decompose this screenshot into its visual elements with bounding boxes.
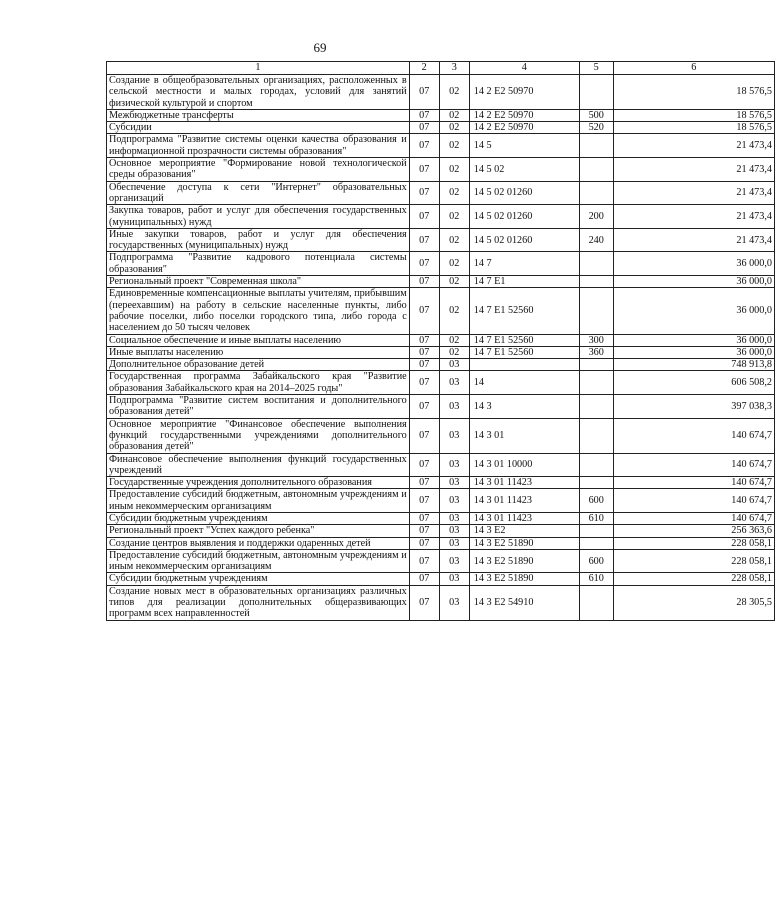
table-row: [107, 573, 775, 585]
row-target-code-cell: 14 3 01: [469, 418, 579, 453]
row-section-cell: 07: [409, 371, 439, 395]
row-section-cell: 07: [409, 252, 439, 276]
header-cell-3: 3: [439, 62, 469, 75]
row-section-cell: 07: [409, 585, 439, 620]
row-target-code-cell: 14 3 E2 51890: [469, 549, 579, 573]
table-row: [107, 512, 775, 524]
table-row: [107, 395, 775, 419]
row-amount-cell: 21 473,4: [613, 134, 774, 158]
row-section-cell: 07: [409, 276, 439, 288]
table-row: [107, 75, 775, 110]
row-subsection-cell: 02: [439, 252, 469, 276]
row-target-code-cell: 14 3 E2: [469, 525, 579, 537]
table-row: [107, 109, 775, 121]
row-name-cell: Основное мероприятие "Финансовое обеспечение выполнения функций государственными учреждениями дополнительного образования детей": [107, 418, 410, 453]
budget-table: [106, 61, 775, 621]
row-section-cell: 07: [409, 181, 439, 205]
row-name-cell: Финансовое обеспечение выполнения функций государственных учреждений: [107, 453, 410, 477]
row-section-cell: 07: [409, 288, 439, 334]
row-expense-type-cell: 610: [579, 512, 613, 524]
row-target-code-cell: 14: [469, 371, 579, 395]
row-section-cell: 07: [409, 346, 439, 358]
row-subsection-cell: 02: [439, 75, 469, 110]
row-subsection-cell: 02: [439, 158, 469, 182]
row-target-code-cell: 14 5 02: [469, 158, 579, 182]
row-name-cell: Единовременные компенсационные выплаты учителям, прибывшим (переехавшим) на работу в сельские населенные пункты, либо рабочие поселки, либо поселки городского типа, либо города с населением до 50 тысяч человек: [107, 288, 410, 334]
row-expense-type-cell: [579, 134, 613, 158]
row-target-code-cell: 14 5: [469, 134, 579, 158]
row-expense-type-cell: 500: [579, 109, 613, 121]
table-row: [107, 585, 775, 620]
row-amount-cell: 397 038,3: [613, 395, 774, 419]
row-target-code-cell: 14 7 E1 52560: [469, 288, 579, 334]
table-row: [107, 205, 775, 229]
row-section-cell: 07: [409, 489, 439, 513]
row-subsection-cell: 03: [439, 418, 469, 453]
table-row: [107, 525, 775, 537]
header-cell-2: 2: [409, 62, 439, 75]
row-amount-cell: 21 473,4: [613, 228, 774, 252]
row-amount-cell: 36 000,0: [613, 288, 774, 334]
table-row: [107, 489, 775, 513]
row-section-cell: 07: [409, 537, 439, 549]
row-amount-cell: 21 473,4: [613, 158, 774, 182]
row-amount-cell: 36 000,0: [613, 276, 774, 288]
row-subsection-cell: 03: [439, 477, 469, 489]
row-amount-cell: 256 363,6: [613, 525, 774, 537]
row-expense-type-cell: [579, 371, 613, 395]
row-section-cell: 07: [409, 395, 439, 419]
row-target-code-cell: 14 7 E1 52560: [469, 346, 579, 358]
row-amount-cell: 28 305,5: [613, 585, 774, 620]
row-amount-cell: 606 508,2: [613, 371, 774, 395]
row-target-code-cell: 14 5 02 01260: [469, 181, 579, 205]
row-subsection-cell: 03: [439, 371, 469, 395]
row-amount-cell: 36 000,0: [613, 334, 774, 346]
row-subsection-cell: 02: [439, 134, 469, 158]
row-expense-type-cell: 360: [579, 346, 613, 358]
row-amount-cell: 140 674,7: [613, 477, 774, 489]
row-expense-type-cell: 240: [579, 228, 613, 252]
table-row: [107, 334, 775, 346]
row-expense-type-cell: [579, 477, 613, 489]
row-expense-type-cell: 520: [579, 122, 613, 134]
row-section-cell: 07: [409, 573, 439, 585]
table-row: [107, 359, 775, 371]
row-target-code-cell: 14 3 E2 51890: [469, 537, 579, 549]
row-section-cell: 07: [409, 205, 439, 229]
row-section-cell: 07: [409, 549, 439, 573]
row-section-cell: 07: [409, 109, 439, 121]
row-amount-cell: 228 058,1: [613, 537, 774, 549]
table-row: [107, 122, 775, 134]
row-section-cell: 07: [409, 75, 439, 110]
table-row: [107, 537, 775, 549]
table-row: [107, 549, 775, 573]
row-target-code-cell: 14 3: [469, 395, 579, 419]
row-expense-type-cell: [579, 585, 613, 620]
header-cell-1: 1: [107, 62, 410, 75]
row-target-code-cell: 14 2 E2 50970: [469, 109, 579, 121]
page-number: 69: [313, 40, 327, 55]
row-subsection-cell: 03: [439, 585, 469, 620]
table-row: [107, 228, 775, 252]
row-expense-type-cell: 600: [579, 489, 613, 513]
table-body: [107, 75, 775, 621]
row-expense-type-cell: [579, 395, 613, 419]
row-subsection-cell: 03: [439, 549, 469, 573]
row-expense-type-cell: [579, 276, 613, 288]
row-expense-type-cell: [579, 418, 613, 453]
header-cell-4: 4: [469, 62, 579, 75]
row-amount-cell: 228 058,1: [613, 549, 774, 573]
row-subsection-cell: 03: [439, 537, 469, 549]
row-subsection-cell: 03: [439, 359, 469, 371]
table-row: [107, 288, 775, 334]
row-name-cell: Иные выплаты населению: [107, 346, 410, 358]
row-expense-type-cell: 610: [579, 573, 613, 585]
row-name-cell: Создание в общеобразовательных организациях, расположенных в сельской местности и малых городах, условий для занятий физической культурой и спортом: [107, 75, 410, 110]
row-expense-type-cell: 600: [579, 549, 613, 573]
row-name-cell: Субсидии бюджетным учреждениям: [107, 512, 410, 524]
row-subsection-cell: 03: [439, 395, 469, 419]
row-name-cell: Иные закупки товаров, работ и услуг для обеспечения государственных (муниципальных) нужд: [107, 228, 410, 252]
row-section-cell: 07: [409, 477, 439, 489]
row-amount-cell: 18 576,5: [613, 122, 774, 134]
row-amount-cell: 228 058,1: [613, 573, 774, 585]
row-name-cell: Социальное обеспечение и иные выплаты населению: [107, 334, 410, 346]
row-target-code-cell: 14 3 E2 51890: [469, 573, 579, 585]
row-target-code-cell: 14 3 01 11423: [469, 477, 579, 489]
table-row: [107, 252, 775, 276]
table-row: [107, 346, 775, 358]
table-header-row: [107, 62, 775, 75]
row-expense-type-cell: [579, 525, 613, 537]
row-target-code-cell: 14 7 E1: [469, 276, 579, 288]
row-name-cell: Дополнительное образование детей: [107, 359, 410, 371]
row-amount-cell: 18 576,5: [613, 109, 774, 121]
row-expense-type-cell: [579, 181, 613, 205]
row-expense-type-cell: [579, 75, 613, 110]
row-subsection-cell: 02: [439, 228, 469, 252]
row-name-cell: Создание центров выявления и поддержки одаренных детей: [107, 537, 410, 549]
row-target-code-cell: [469, 359, 579, 371]
row-target-code-cell: 14 7 E1 52560: [469, 334, 579, 346]
table-row: [107, 453, 775, 477]
table-row: [107, 158, 775, 182]
row-expense-type-cell: 300: [579, 334, 613, 346]
row-section-cell: 07: [409, 334, 439, 346]
row-amount-cell: 21 473,4: [613, 205, 774, 229]
row-name-cell: Подпрограмма "Развитие систем воспитания и дополнительного образования детей": [107, 395, 410, 419]
row-target-code-cell: 14 3 E2 54910: [469, 585, 579, 620]
row-expense-type-cell: 200: [579, 205, 613, 229]
row-subsection-cell: 02: [439, 334, 469, 346]
row-target-code-cell: 14 5 02 01260: [469, 205, 579, 229]
row-amount-cell: 748 913,8: [613, 359, 774, 371]
row-amount-cell: 140 674,7: [613, 489, 774, 513]
row-expense-type-cell: [579, 537, 613, 549]
row-name-cell: Государственная программа Забайкальского края "Развитие образования Забайкальского края на 2014–2025 годы": [107, 371, 410, 395]
row-subsection-cell: 02: [439, 109, 469, 121]
row-section-cell: 07: [409, 134, 439, 158]
row-expense-type-cell: [579, 158, 613, 182]
row-section-cell: 07: [409, 453, 439, 477]
row-expense-type-cell: [579, 252, 613, 276]
row-name-cell: Закупка товаров, работ и услуг для обеспечения государственных (муниципальных) нужд: [107, 205, 410, 229]
row-name-cell: Региональный проект "Современная школа": [107, 276, 410, 288]
table-row: [107, 371, 775, 395]
row-section-cell: 07: [409, 418, 439, 453]
row-expense-type-cell: [579, 359, 613, 371]
row-expense-type-cell: [579, 453, 613, 477]
row-section-cell: 07: [409, 359, 439, 371]
row-subsection-cell: 02: [439, 122, 469, 134]
row-section-cell: 07: [409, 228, 439, 252]
row-name-cell: Межбюджетные трансферты: [107, 109, 410, 121]
table-row: [107, 134, 775, 158]
row-target-code-cell: 14 3 01 10000: [469, 453, 579, 477]
table-row: [107, 181, 775, 205]
row-subsection-cell: 03: [439, 453, 469, 477]
row-section-cell: 07: [409, 525, 439, 537]
header-cell-6: 6: [613, 62, 774, 75]
row-target-code-cell: 14 2 E2 50970: [469, 122, 579, 134]
row-subsection-cell: 03: [439, 489, 469, 513]
row-section-cell: 07: [409, 122, 439, 134]
row-name-cell: Предоставление субсидий бюджетным, автономным учреждениям и иным некоммерческим организациям: [107, 489, 410, 513]
row-name-cell: Подпрограмма "Развитие кадрового потенциала системы образования": [107, 252, 410, 276]
row-section-cell: 07: [409, 158, 439, 182]
row-amount-cell: 140 674,7: [613, 418, 774, 453]
row-name-cell: Обеспечение доступа к сети "Интернет" образовательных организаций: [107, 181, 410, 205]
row-name-cell: Государственные учреждения дополнительного образования: [107, 477, 410, 489]
row-amount-cell: 36 000,0: [613, 252, 774, 276]
table-row: [107, 418, 775, 453]
row-amount-cell: 140 674,7: [613, 453, 774, 477]
row-target-code-cell: 14 5 02 01260: [469, 228, 579, 252]
row-target-code-cell: 14 3 01 11423: [469, 512, 579, 524]
row-name-cell: Основное мероприятие "Формирование новой технологической среды образования": [107, 158, 410, 182]
row-subsection-cell: 03: [439, 573, 469, 585]
row-name-cell: Субсидии: [107, 122, 410, 134]
row-subsection-cell: 02: [439, 205, 469, 229]
row-name-cell: Региональный проект "Успех каждого ребенка": [107, 525, 410, 537]
row-subsection-cell: 02: [439, 276, 469, 288]
row-name-cell: Субсидии бюджетным учреждениям: [107, 573, 410, 585]
row-subsection-cell: 02: [439, 181, 469, 205]
row-subsection-cell: 03: [439, 512, 469, 524]
row-name-cell: Подпрограмма "Развитие системы оценки качества образования и информационной прозрачности системы образования": [107, 134, 410, 158]
row-subsection-cell: 02: [439, 288, 469, 334]
row-subsection-cell: 02: [439, 346, 469, 358]
row-target-code-cell: 14 2 E2 50970: [469, 75, 579, 110]
row-amount-cell: 21 473,4: [613, 181, 774, 205]
table-row: [107, 276, 775, 288]
row-target-code-cell: 14 3 01 11423: [469, 489, 579, 513]
table-row: [107, 477, 775, 489]
row-amount-cell: 18 576,5: [613, 75, 774, 110]
header-cell-5: 5: [579, 62, 613, 75]
row-name-cell: Создание новых мест в образовательных организациях различных типов для реализации дополнительных общеразвивающих программ всех направленностей: [107, 585, 410, 620]
row-expense-type-cell: [579, 288, 613, 334]
row-subsection-cell: 03: [439, 525, 469, 537]
row-target-code-cell: 14 7: [469, 252, 579, 276]
row-amount-cell: 36 000,0: [613, 346, 774, 358]
row-name-cell: Предоставление субсидий бюджетным, автономным учреждениям и иным некоммерческим организациям: [107, 549, 410, 573]
row-amount-cell: 140 674,7: [613, 512, 774, 524]
row-section-cell: 07: [409, 512, 439, 524]
